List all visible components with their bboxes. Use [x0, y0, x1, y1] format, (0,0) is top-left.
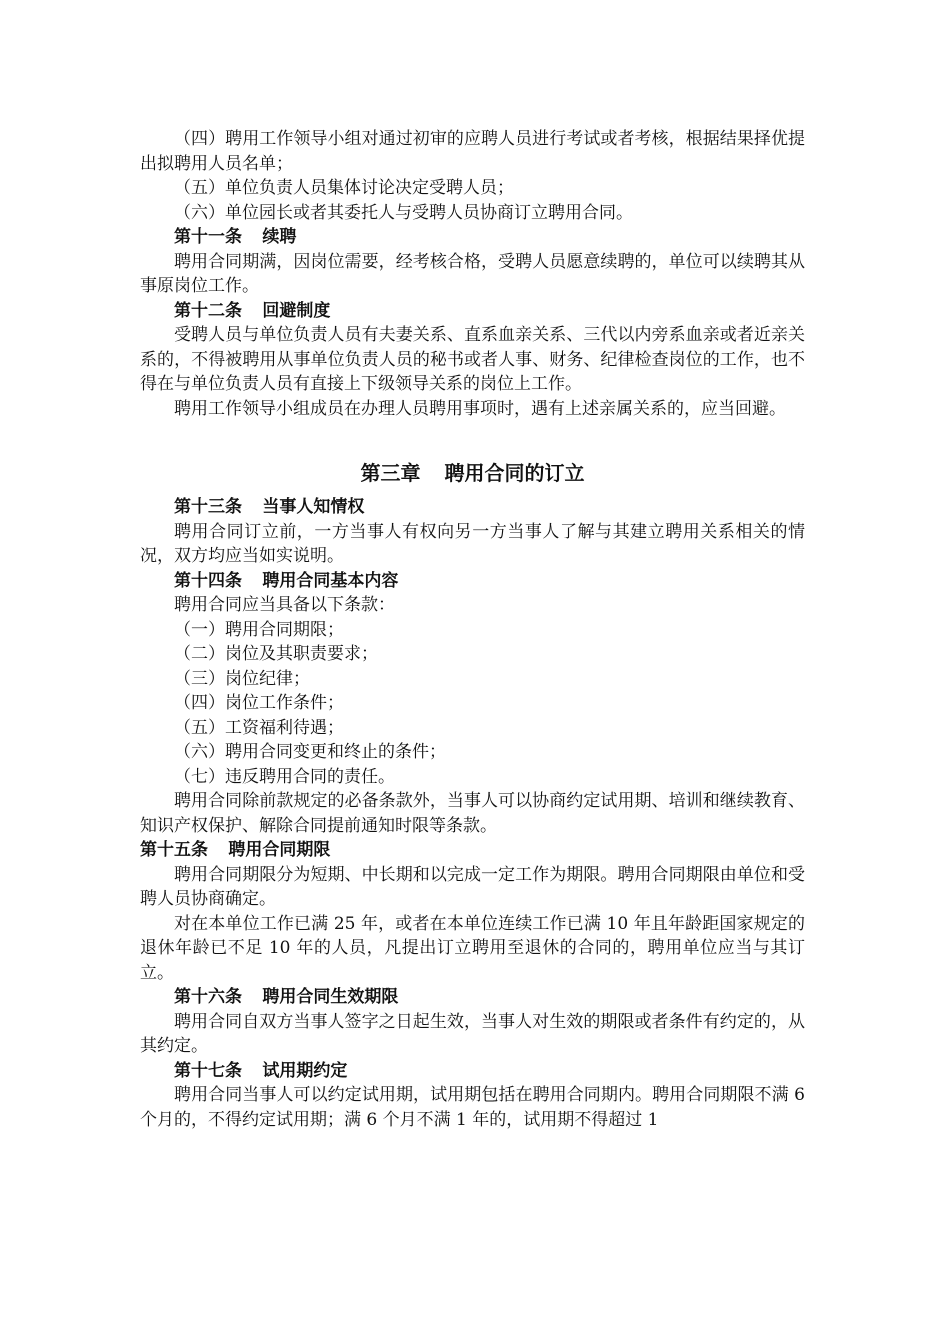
- article-heading: [140, 838, 805, 863]
- paragraph: 聘用合同除前款规定的必备条款外，当事人可以协商约定试用期、培训和继续教育、知识产权保护、解除合同提前通知时限等条款。: [140, 791, 805, 836]
- article-title: 续聘: [262, 227, 297, 247]
- paragraph: 聘用合同自双方当事人签字之日起生效，当事人对生效的期限或者条件有约定的，从其约定。: [140, 1011, 805, 1056]
- article-title: 回避制度: [262, 300, 331, 321]
- article-number: 第十三条: [174, 497, 242, 517]
- article-heading: [140, 1059, 805, 1084]
- paragraph: （六）单位园长或者其委托人与受聘人员协商订立聘用合同。: [174, 202, 633, 223]
- paragraph: （四）岗位工作条件；: [174, 693, 344, 713]
- paragraph: （六）聘用合同变更和终止的条件；: [174, 742, 446, 762]
- paragraph: （二）岗位及其职责要求；: [174, 644, 378, 664]
- article-heading: [140, 985, 805, 1010]
- paragraph: 对在本单位工作已满 25 年，或者在本单位连续工作已满 10 年且年龄距国家规定的退休年龄已不足 10 年的人员，凡提出订立聘用至退休的合同的，聘用单位应当与其订立。: [140, 913, 805, 983]
- article-title: 聘用合同基本内容: [262, 570, 399, 591]
- article-number: 第十六条: [174, 987, 242, 1007]
- paragraph: （三）岗位纪律；: [174, 668, 310, 689]
- article-heading: [140, 569, 805, 594]
- article-title: 试用期约定: [262, 1060, 348, 1081]
- paragraph: 聘用合同订立前，一方当事人有权向另一方当事人了解与其建立聘用关系相关的情况，双方均应当如实说明。: [140, 521, 805, 566]
- paragraph: 聘用合同期满，因岗位需要，经考核合格，受聘人员愿意续聘的，单位可以续聘其从事原岗位工作。: [140, 251, 805, 296]
- document-body: [140, 127, 805, 1132]
- article-heading: [140, 225, 805, 250]
- paragraph: （四）聘用工作领导小组对通过初审的应聘人员进行考试或者考核，根据结果择优提出拟聘用人员名单；: [140, 129, 805, 174]
- paragraph: 聘用工作领导小组成员在办理人员聘用事项时，遇有上述亲属关系的，应当回避。: [174, 398, 786, 419]
- paragraph: 聘用合同应当具备以下条款：: [174, 595, 395, 615]
- paragraph: （一）聘用合同期限；: [174, 619, 344, 640]
- article-number: 第十二条: [174, 300, 242, 321]
- article-number: 第十四条: [174, 570, 242, 591]
- paragraph: （五）工资福利待遇；: [174, 717, 344, 738]
- chapter-title: 聘用合同的订立: [444, 461, 585, 485]
- article-title: 聘用合同期限: [228, 840, 331, 860]
- chapter-heading: [140, 421, 805, 495]
- article-number: 第十五条: [140, 840, 208, 860]
- article-heading: [140, 299, 805, 324]
- paragraph: 受聘人员与单位负责人员有夫妻关系、直系血亲关系、三代以内旁系血亲或者近亲关系的，不得被聘用从事单位负责人员的秘书或者人事、财务、纪律检查岗位的工作，也不得在与单位负责人员有直接上下级领导关系的岗位上工作。: [140, 325, 805, 394]
- article-heading: [140, 495, 805, 520]
- paragraph: 聘用合同当事人可以约定试用期，试用期包括在聘用合同期内。聘用合同期限不满 6 个月的，不得约定试用期；满 6 个月不满 1 年的，试用期不得超过 1: [140, 1085, 805, 1130]
- article-number: 第十一条: [174, 227, 242, 247]
- paragraph: （五）单位负责人员集体讨论决定受聘人员；: [174, 178, 514, 198]
- article-title: 当事人知情权: [262, 497, 365, 517]
- article-number: 第十七条: [174, 1060, 242, 1081]
- article-title: 聘用合同生效期限: [262, 987, 399, 1007]
- paragraph: （七）违反聘用合同的责任。: [174, 766, 395, 787]
- paragraph: 聘用合同期限分为短期、中长期和以完成一定工作为期限。聘用合同期限由单位和受聘人员协商确定。: [140, 864, 805, 909]
- chapter-number: 第三章: [360, 461, 421, 485]
